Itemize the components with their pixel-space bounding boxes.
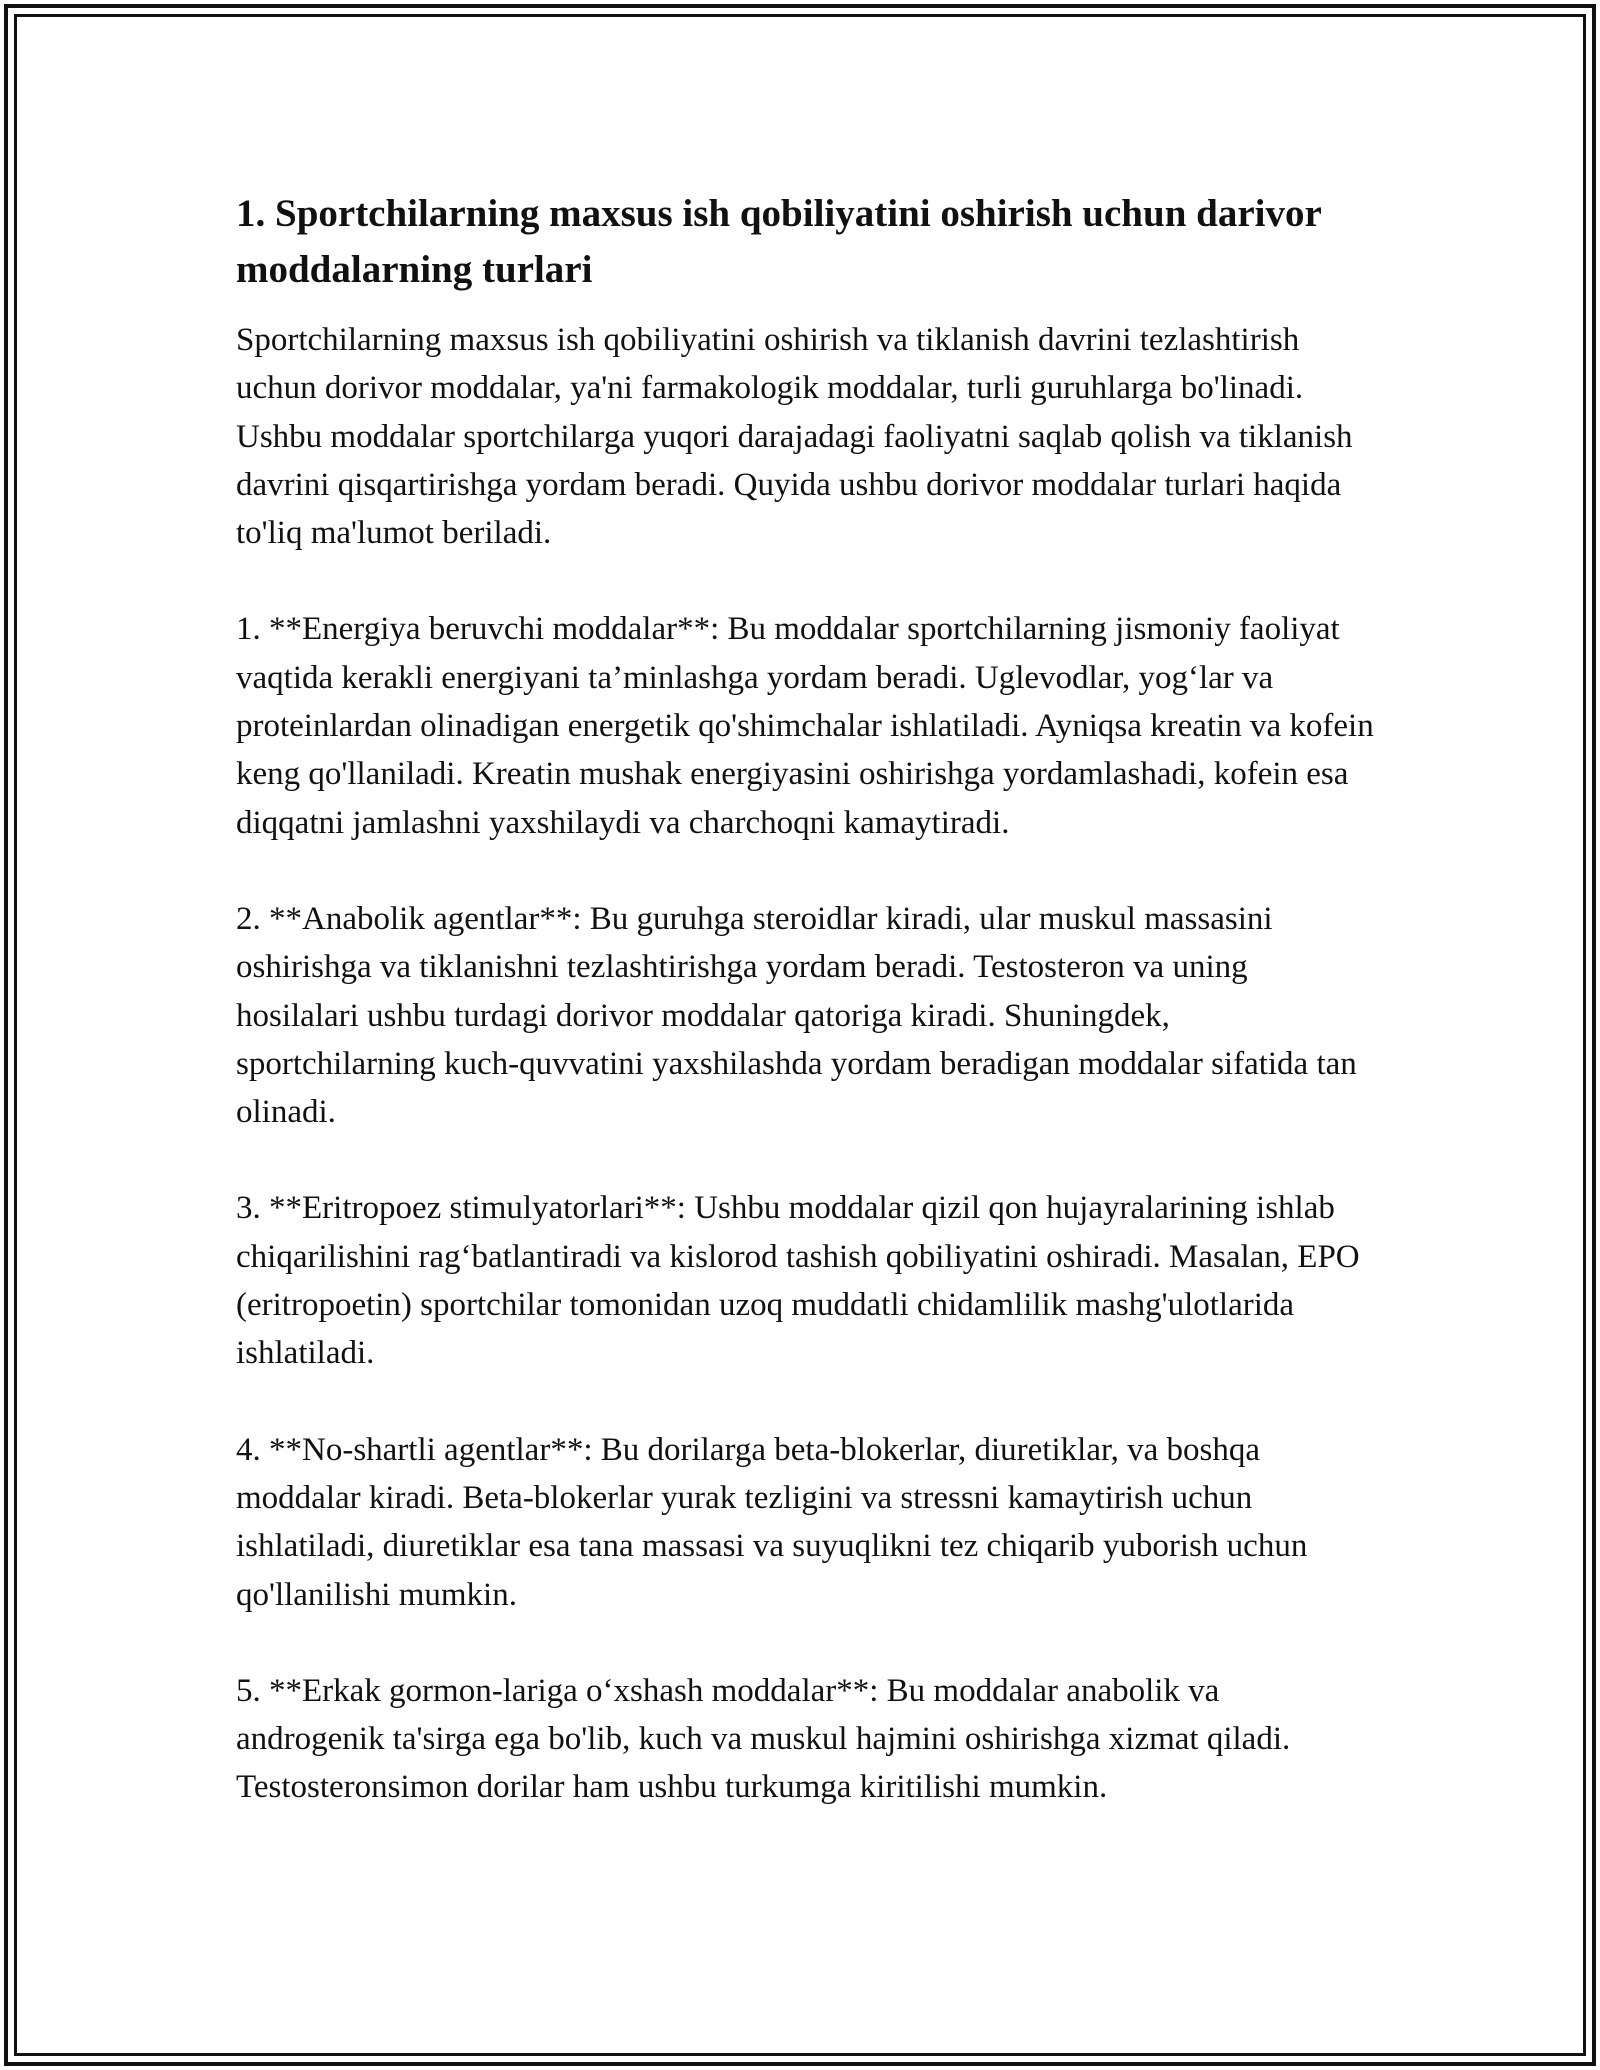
list-item-energy: 1. **Energiya beruvchi moddalar**: Bu moddalar sportchilarning jismoniy faoliyat vaqtida kerakli energiyani ta’minlashga yordam beradi. Uglevodlar, yog‘lar va proteinlardan olinadigan energetik qo'shimchalar ishlatiladi. Ayniqsa kreatin va kofein keng qo'llaniladi. Kreatin mushak energiyasini oshirishga yordamlashadi, kofein esa diqqatni jamlashni yaxshilaydi va charchoqni kamaytiradi. xyxy=(236,611,1374,841)
list-item-unconditional-agents: 4. **No-shartli agentlar**: Bu dorilarga beta-blokerlar, diuretiklar, va boshqa moddalar kiradi. Beta-blokerlar yurak tezligini va stressni kamaytirish uchun ishlatiladi, diuretiklar esa tana massasi va suyuqlikni tez chiqarib yuborish uchun qo'llanilishi mumkin. xyxy=(236,1431,1308,1613)
list-item-male-hormone-like: 5. **Erkak gormon-lariga o‘xshash moddalar**: Bu moddalar anabolik va androgenik ta'sirga ega bo'lib, kuch va muskul hajmini oshirishga xizmat qiladi. Testosteronsimon dorilar ham ushbu turkumga kiritilishi mumkin. xyxy=(236,1672,1291,1806)
document-body xyxy=(236,186,1376,1860)
list-item-anabolic: 2. **Anabolik agentlar**: Bu guruhga steroidlar kiradi, ular muskul massasini oshirishga va tiklanishni tezlashtirishga yordam beradi. Testosteron va uning hosilalari ushbu turdagi dorivor moddalar qatoriga kiradi. Shuningdek, sportchilarning kuch-quvvatini yaxshilashda yordam beradigan moddalar sifatida tan olinadi. xyxy=(236,900,1357,1131)
list-item-erythropoiesis: 3. **Eritropoez stimulyatorlari**: Ushbu moddalar qizil qon hujayralarining ishlab chiqarilishini rag‘batlantiradi va kislorod tashish qobiliyatini oshiradi. Masalan, EPO (eritropoetin) sportchilar tomonidan uzoq muddatli chidamlilik mashg'ulotlarida ishlatiladi. xyxy=(236,1190,1360,1372)
document-title: 1. Sportchilarning maxsus ish qobiliyatini oshirish uchun darivor moddalarning turlari xyxy=(236,192,1322,291)
intro-paragraph: Sportchilarning maxsus ish qobiliyatini oshirish va tiklanish davrini tezlashtirish uchun dorivor moddalar, ya'ni farmakologik moddalar, turli guruhlarga bo'linadi. Ushbu moddalar sportchilarga yuqori darajadagi faoliyatni saqlab qolish va tiklanish davrini qisqartirishga yordam beradi. Quyida ushbu dorivor moddalar turlari haqida to'liq ma'lumot beriladi. xyxy=(236,322,1353,552)
